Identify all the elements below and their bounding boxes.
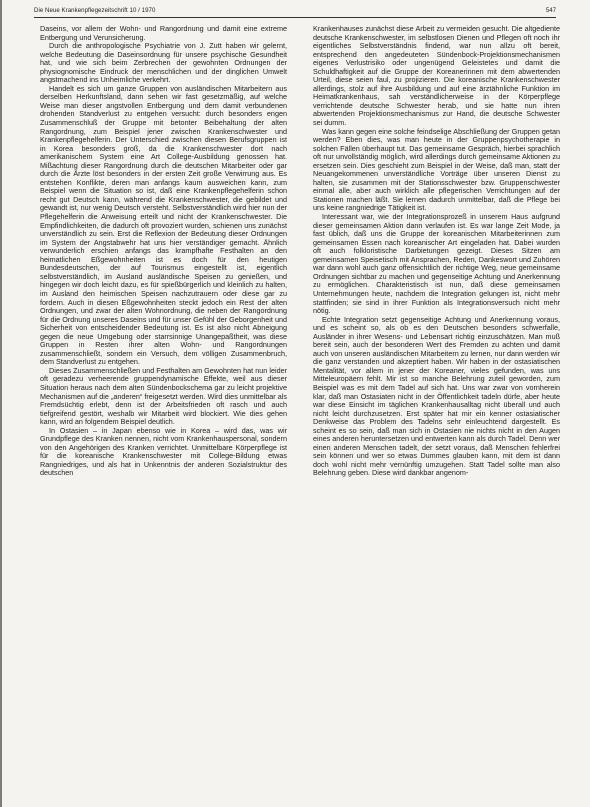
journal-title: Die Neue Krankenpflegezeitschrift 10 / 1970 [34, 7, 156, 14]
paragraph: Durch die anthropologische Psychiatrie von J. Zutt haben wir gelernt, welche Bedeutung die Daseinsordnung für unsere psychische Gesundheit hat, und wie sich beim Zerbrechen der gewohnten Ordnungen der physiognomische Eindruck der menschlichen und der dinglichen Umwelt angstmachend ins Unheimliche verkehrt. [40, 41, 287, 85]
running-header [34, 7, 556, 18]
left-column [40, 25, 287, 801]
paragraph: Interessant war, wie der Integrationsprozeß in unserem Haus aufgrund dieser gemeinsamen Aktion dann verlaufen ist. Es war lange Zeit Mode, ja fast üblich, daß uns die Gruppe der koreanischen Mitarbeiterinnen zum gemeinsamen Essen nach koreanischer Art eingeladen hat. Dabei wurden oft auch folkloristische Darbietungen gezeigt. Dieses Sitzen am gemeinsamen Speisetisch mit Ansprachen, Reden, Dankeswort und Zuhören war dann wohl auch ganz offensichtlich der richtige Weg, neue gemeinsame Ordnungen sichtbar zu machen und gegenseitige Achtung und Anerkennung zu ermöglichen. Charakteristisch ist nun, daß diese gemeinsamen Unternehmungen heute, nachdem die Integration gelungen ist, nicht mehr stattfinden; sie sind in ihrer Funktion als Integrationsversuch nicht mehr nötig. [313, 212, 560, 316]
paragraph: Echte Integration setzt gegenseitige Achtung und Anerkennung voraus, und es scheint so, als ob es den Deutschen besonders schwerfalle, Ausländer in ihrer Wesens- und Lebensart richtig einzuschätzen. Man muß bereit sein, auch der besonderen Wert des Fremden zu achten und damit auch von unseren ausländischen Mitarbeitern zu lernen, nur dann werden wir die ganz verstanden und akzeptiert haben. Wir haben in der ostasiatischen Mentalität, vor allem in jener der Koreaner, vieles gefunden, was uns Mitteleuropäern fehlt. Mir ist so manche Belehrung zuteil geworden, zum Beispiel was es mit dem Tadel auf sich hat. Uns war zwar von vornherein klar, daß man Ostasiaten nicht in der Öffentlichkeit tadeln dürfe, aber heute war diese Einsicht im täglichen Krankenhausalltag nicht überall und auch nicht leicht durchzusetzen. Erst später hat mir ein kenner ostasiatischer Denkweise das Problem des Tadelns sehr einleuchtend dargestellt. Es scheint es so sein, daß man sich in Ostasien nie nichts nicht in den Augen eines anderen heruntersetzen und entwerten kann als durch Tadel. Denn wer einen anderen Menschen tadelt, der setzt voraus, daß Menschen fehlerfrei sein können und wer so etwas Dummes glauben kann, mit dem ist dann doch wohl nicht mehr vernünftig umzugehen. Statt Tadel sollte man also Belehrung geben. Diese wird dankbar angenom- [313, 314, 560, 478]
page-number: 547 [545, 7, 556, 14]
paragraph: Krankenhauses zunächst diese Arbeit zu vermeiden gesucht. Die altgediente deutsche Krankenschwester, im selbstlosen Dienen und Pflegen oft noch ihr eigentliches Selbstverständnis findend, war nun allzu oft bereit, entsprechend den angedeuteten Sündenbock-Projektionsmechanismen eigenes Verlustrisiko oder ungenügend Geleistetes und damit die Schuldhaftigkeit auf die Gruppe der Koreanerinnen mit dem abwertenden Urteil, diese seien faul, zu projizieren. Die koreanische Krankenschwester allerdings, stolz auf ihre Ausbildung und auf eine ärztähnliche Funktion im Heimatkrankenhaus, sah verständlicherweise in der Körperpflege verrichtende deutsche Schwester herab, und sie hatte nun ihren abwertenden Projektionsmechanismus zur Hand, die deutsche Schwester sei dumm. [313, 25, 560, 128]
paragraph: Handelt es sich um ganze Gruppen von ausländischen Mitarbeitern aus derselben Herkunftsland, dann sehen wir fast gesetzmäßig, auf welche Weise man dieser angstvollen Entbergung und dem damit verbundenen drohenden Standverlust zu entgehen versucht: durch besonders engen Zusammenschluß der Gruppe mit betonter Beibehaltung der alten Rangordnung, zum Beispiel jener zwischen Krankenschwester und Krankenpflegehelferin. Der Unterschied zwischen diesen Berufsgruppen ist in Korea besonders groß, da die Krankenschwester dort nach amerikanischem System eine Art College-Ausbildung genossen hat. Mißachtung dieser Rangordnung durch die deutschen Mitarbeiter oder gar durch die Ärzte löst besonders in der ersten Zeit große Verwirrung aus. Es entstehen Konflikte, deren man anfangs kaum ausweichen kann, zum Beispiel wenn die Situation so ist, daß eine Krankenpflegehelferin schon recht gut Deutsch kann, während die Krankenschwester, die gebildet und gewandt ist, nur wenig Deutsch versteht. Selbstverständlich wird hier nun der Pflegehelferin die Anweisung erteilt und nicht der Krankenschwester. Die Empfindlichkeiten, die dadurch oft provoziert wurden, schienen uns zunächst unverständlich zu sein. Erst die Reflexion der Bedeutung dieser Ordnungen im System der Angstabwehr hat uns hier verständiger gemacht. Ähnlich verwunderlich erschien anfangs das krampfhafte Festhalten an den heimatlichen Eßgewohnheiten ist es doch für den heutigen Bundesdeutschen, der auf Tourismus eingestellt ist, eigentlich selbstverständlich, im Ausland ausländische Speisen zu genießen, und hingegen wir doch leicht dazu, es für spießbürgerlich und kleinlich zu halten, im Ausland den heimischen Speisen nachzutrauern oder diese gar zu fordern. Auch in diesen Eßgewohnheiten steckt jedoch ein Rest der alten Ordnungen, und zwar der alten Wohnordnung, die neben der Rangordnung für die Ordnung unseres Daseins und für unser Gefühl der Geborgenheit und Sicherheit von entscheidender Bedeutung ist. Es ist also nicht Abneigung gegen die neue Umgebung oder starrsinnige Unangepaßtheit, was diese Gruppen in Resten ihrer alten Wohn- und Rangordnungen zusammenschließt, sondern ein Versuch, dem völligen Zusammenbruch, dem Standverlust zu entgehen. [40, 83, 287, 367]
right-column [313, 25, 560, 801]
paragraph: Dieses Zusammenschließen und Festhalten am Gewohnten hat nun leider oft geradezu verheerende gruppendynamische Effekte, weil aus dieser Situation heraus nach dem alten Sündenbockschema gar zu leicht projektive Mechanismen auf die „anderen“ freigesetzt werden. Wird dies unmittelbar als Fremdsüchtig erlebt, denn ist der Arbeitsfrieden oft rasch und auch tiefgreifend gestört, weshalb wir Mitarbeit wird blockiert. Wie dies gehen kann, wird an folgendem Beispiel deutlich. [40, 365, 287, 427]
paragraph: Was kann gegen eine solche feindselige Abschließung der Gruppen getan werden? Eben dies, was man heute in der Gruppenpsychotherapie in solchen Fällen überhaupt tut. Das gemeinsame Gespräch, hierbei sprachlich oft nur unvollständig möglich, wird allerdings durch gemeinsame Aktionen zu ersetzen sein. Dies geschieht zum Beispiel in der Weise, daß man, statt der Neuangekommenen unverständliche Vorträge über unseren Dienst zu halten, sie zusammen mit der Stationsschwester bzw. Gruppenschwester einmal alle, aber auch wirklich alle pflegerischen Verrichtungen auf der Stationen machen läßt. Sie lernen dadurch unmittelbar, daß die Pflege bei uns keine rangniedrige Tätigkeit ist. [313, 126, 560, 213]
paragraph: Daseins, vor allem der Wohn- und Rangordnung und damit eine extreme Entbergung und Verunsicherung. [40, 25, 287, 42]
scan-edge-shadow [0, 0, 2, 807]
paragraph: In Ostasien – in Japan ebenso wie in Korea – wird das, was wir Grundpflege des Kranken nennen, nicht vom Krankenhauspersonal, sondern von den Angehörigen des Kranken verrichtet. Unmittelbare Körperpflege ist für die koreanische Krankenschwester mit College-Bildung etwas Rangniedriges, und als hat in Unkenntnis der anderen Sozialstruktur des deutschen [40, 425, 287, 478]
